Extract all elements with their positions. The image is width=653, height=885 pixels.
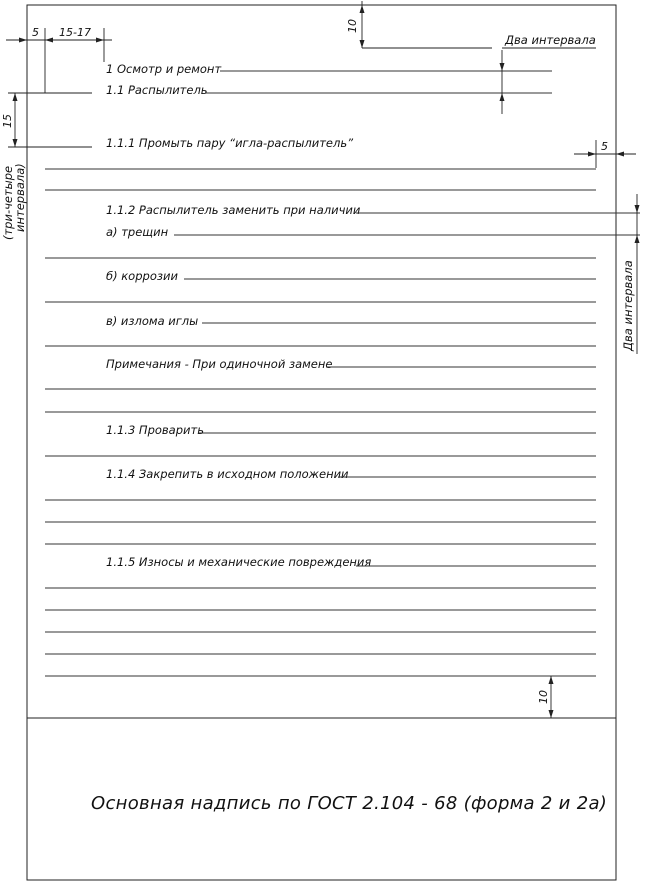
entry-rinse-pair: 1.1.1 Промыть пару “игла-распылитель” xyxy=(106,136,354,150)
dimension-top-offset xyxy=(346,1,492,48)
dimension-bottom-offset xyxy=(537,676,554,718)
three-four-intervals-label-1: (три-четыре xyxy=(1,165,15,240)
arrow-icon xyxy=(360,40,365,48)
arrow-icon xyxy=(549,710,554,718)
dimension-indent xyxy=(45,26,112,62)
entry-wear-damage: 1.1.5 Износы и механические повреждения xyxy=(106,555,372,569)
arrow-icon xyxy=(635,205,640,213)
arrow-icon xyxy=(19,38,27,43)
line-spacing-value: 15 xyxy=(1,114,14,128)
entry-weld: 1.1.3 Проварить xyxy=(106,423,204,437)
two-intervals-label-right: Два интервала xyxy=(621,260,635,351)
arrow-icon xyxy=(500,93,505,101)
two-intervals-label-top: Два интервала xyxy=(505,33,596,47)
entry-corrosion: б) коррозии xyxy=(106,269,178,283)
entry-fix-position: 1.1.4 Закрепить в исходном положении xyxy=(106,467,349,481)
dimension-line-spacing xyxy=(1,42,92,240)
arrow-icon xyxy=(616,152,624,157)
entry-atomizer: 1.1 Распылитель xyxy=(106,83,208,97)
arrow-icon xyxy=(360,5,365,13)
arrow-icon xyxy=(13,139,18,147)
arrow-icon xyxy=(588,152,596,157)
arrow-icon xyxy=(96,38,104,43)
dimension-right-margin xyxy=(574,140,636,168)
arrow-icon xyxy=(13,93,18,101)
indent-value: 15-17 xyxy=(59,26,91,39)
dimension-left-margin xyxy=(6,26,53,93)
title-block-caption: Основная надпись по ГОСТ 2.104 - 68 (форма 2 и 2а) xyxy=(91,793,608,814)
left-margin-value: 5 xyxy=(32,26,39,39)
right-margin-value: 5 xyxy=(601,140,608,153)
dimension-two-intervals-right xyxy=(621,194,640,354)
arrow-icon xyxy=(549,676,554,684)
entry-inspection-repair: 1 Осмотр и ремонт xyxy=(106,62,222,76)
arrow-icon xyxy=(500,63,505,71)
entry-notes: Примечания - При одиночной замене xyxy=(106,357,333,371)
three-four-intervals-label-2: интервала) xyxy=(13,163,27,232)
top-offset-value: 10 xyxy=(346,19,359,33)
content-lines xyxy=(45,62,640,676)
dimension-two-intervals-top xyxy=(500,33,597,114)
entry-replace-atomizer: 1.1.2 Распылитель заменить при наличии xyxy=(106,203,361,217)
entry-needle-break: в) излома иглы xyxy=(106,314,199,328)
arrow-icon xyxy=(635,235,640,243)
entry-cracks: а) трещин xyxy=(106,225,169,239)
bottom-offset-value: 10 xyxy=(537,690,550,704)
